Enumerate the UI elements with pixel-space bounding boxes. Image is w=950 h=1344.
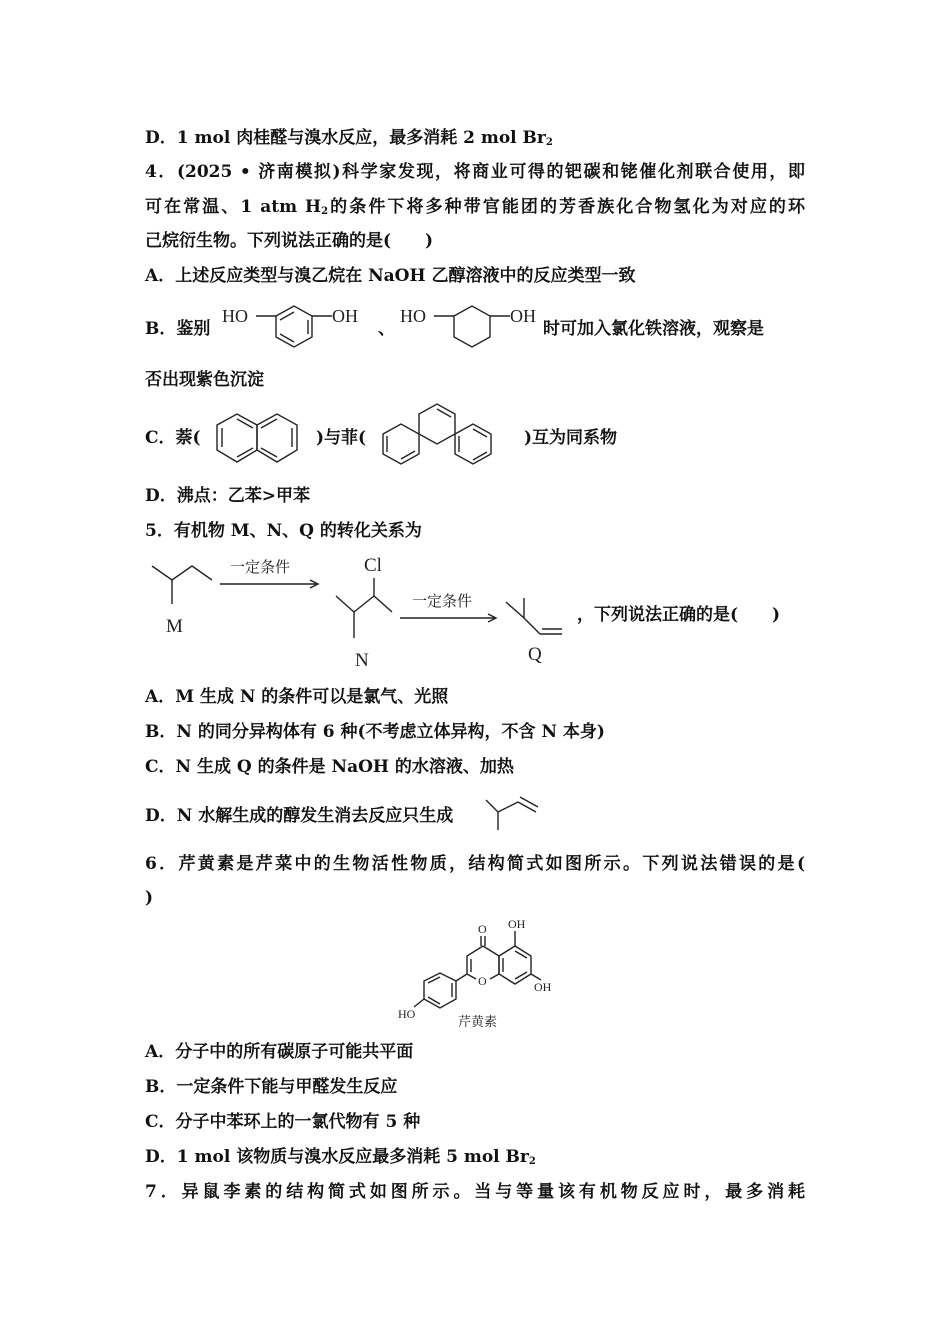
- q6-option-a: A．分子中的所有碳原子可能共平面: [145, 1042, 414, 1062]
- q4-stem-line1: 4．(2025 • 济南模拟)科学家发现，将商业可得的钯碳和铑催化剂联合使用，即: [145, 162, 805, 182]
- fig-ho-left: HO: [398, 1007, 416, 1021]
- label-q: Q: [528, 644, 542, 665]
- apigenin-structure: [392, 915, 572, 1033]
- naphthalene-structure: [212, 410, 312, 468]
- q4-option-b-suffix: 时可加入氯化铁溶液，观察是: [543, 319, 764, 339]
- q4-option-c-suffix: )互为同系物: [524, 428, 618, 448]
- label-m: M: [166, 616, 183, 637]
- q6-option-d: D．1 mol 该物质与溴水反应最多消耗 5 mol $Br_2$: [145, 1147, 536, 1167]
- fig-carbonyl-o: O: [478, 922, 487, 936]
- q5-option-a: A．M 生成 N 的条件可以是氯气、光照: [145, 687, 449, 707]
- q4-stem-line3: 己烷衍生物。下列说法正确的是( ): [145, 231, 434, 251]
- cyclohexanediol-structure: [398, 300, 548, 352]
- resorcinol-oh: OH: [332, 306, 358, 326]
- q5-option-c: C．N 生成 Q 的条件是 NaOH 的水溶液、加热: [145, 757, 514, 777]
- q5-reaction-scheme: [140, 548, 580, 673]
- fig-oh-right: OH: [534, 980, 552, 994]
- label-n: N: [355, 650, 369, 671]
- condition-1: 一定条件: [230, 560, 291, 576]
- q4-option-c-prefix: C．萘(: [145, 428, 201, 448]
- fig-oh-top: OH: [508, 917, 526, 931]
- q7-stem: 7．异鼠李素的结构简式如图所示。当与等量该有机物反应时，最多消耗: [145, 1182, 805, 1202]
- fig-ring-o: O: [478, 974, 487, 988]
- q5-stem-tail: ，下列说法正确的是( ): [577, 605, 781, 625]
- q6-stem-line1: 6．芹黄素是芹菜中的生物活性物质，结构简式如图所示。下列说法错误的是(: [145, 854, 805, 874]
- resorcinol-ho: HO: [222, 306, 248, 326]
- q4-option-a: A．上述反应类型与溴乙烷在 NaOH 乙醇溶液中的反应类型一致: [145, 266, 636, 286]
- fig-caption: 芹黄素: [458, 1014, 498, 1029]
- q5-stem: 5．有机物 M、N、Q 的转化关系为: [145, 521, 422, 541]
- q4-option-c-mid: )与菲(: [316, 428, 367, 448]
- phenanthrene-structure: [378, 396, 523, 472]
- cyclohexanediol-ho: HO: [400, 306, 426, 326]
- condition-2: 一定条件: [412, 594, 473, 610]
- q6-option-c: C．分子中苯环上的一氯代物有 5 种: [145, 1112, 421, 1132]
- label-cl: Cl: [364, 555, 382, 576]
- q5-option-d-structure: [484, 790, 544, 832]
- q4-option-d: D．沸点：乙苯>甲苯: [145, 486, 310, 506]
- q6-stem-line2: ): [145, 888, 154, 908]
- q6-option-b: B．一定条件下能与甲醛发生反应: [145, 1077, 398, 1097]
- q4-stem-line2: 可在常温、1 atm $H_2$的条件下将多种带官能团的芳香族化合物氢化为对应的环: [145, 197, 805, 217]
- q4-option-b-cont: 否出现紫色沉淀: [145, 370, 264, 390]
- q4-option-b-sep: 、: [378, 319, 395, 339]
- q5-option-d: D．N 水解生成的醇发生消去反应只生成: [145, 806, 454, 826]
- cyclohexanediol-oh: OH: [510, 306, 536, 326]
- q3-option-d: D．1 mol 肉桂醛与溴水反应，最多消耗 2 mol $Br_2$: [145, 128, 553, 148]
- resorcinol-structure: [220, 300, 370, 352]
- q5-option-b: B．N 的同分异构体有 6 种(不考虑立体异构，不含 N 本身): [145, 722, 605, 742]
- q4-option-b-prefix: B．鉴别: [145, 319, 211, 339]
